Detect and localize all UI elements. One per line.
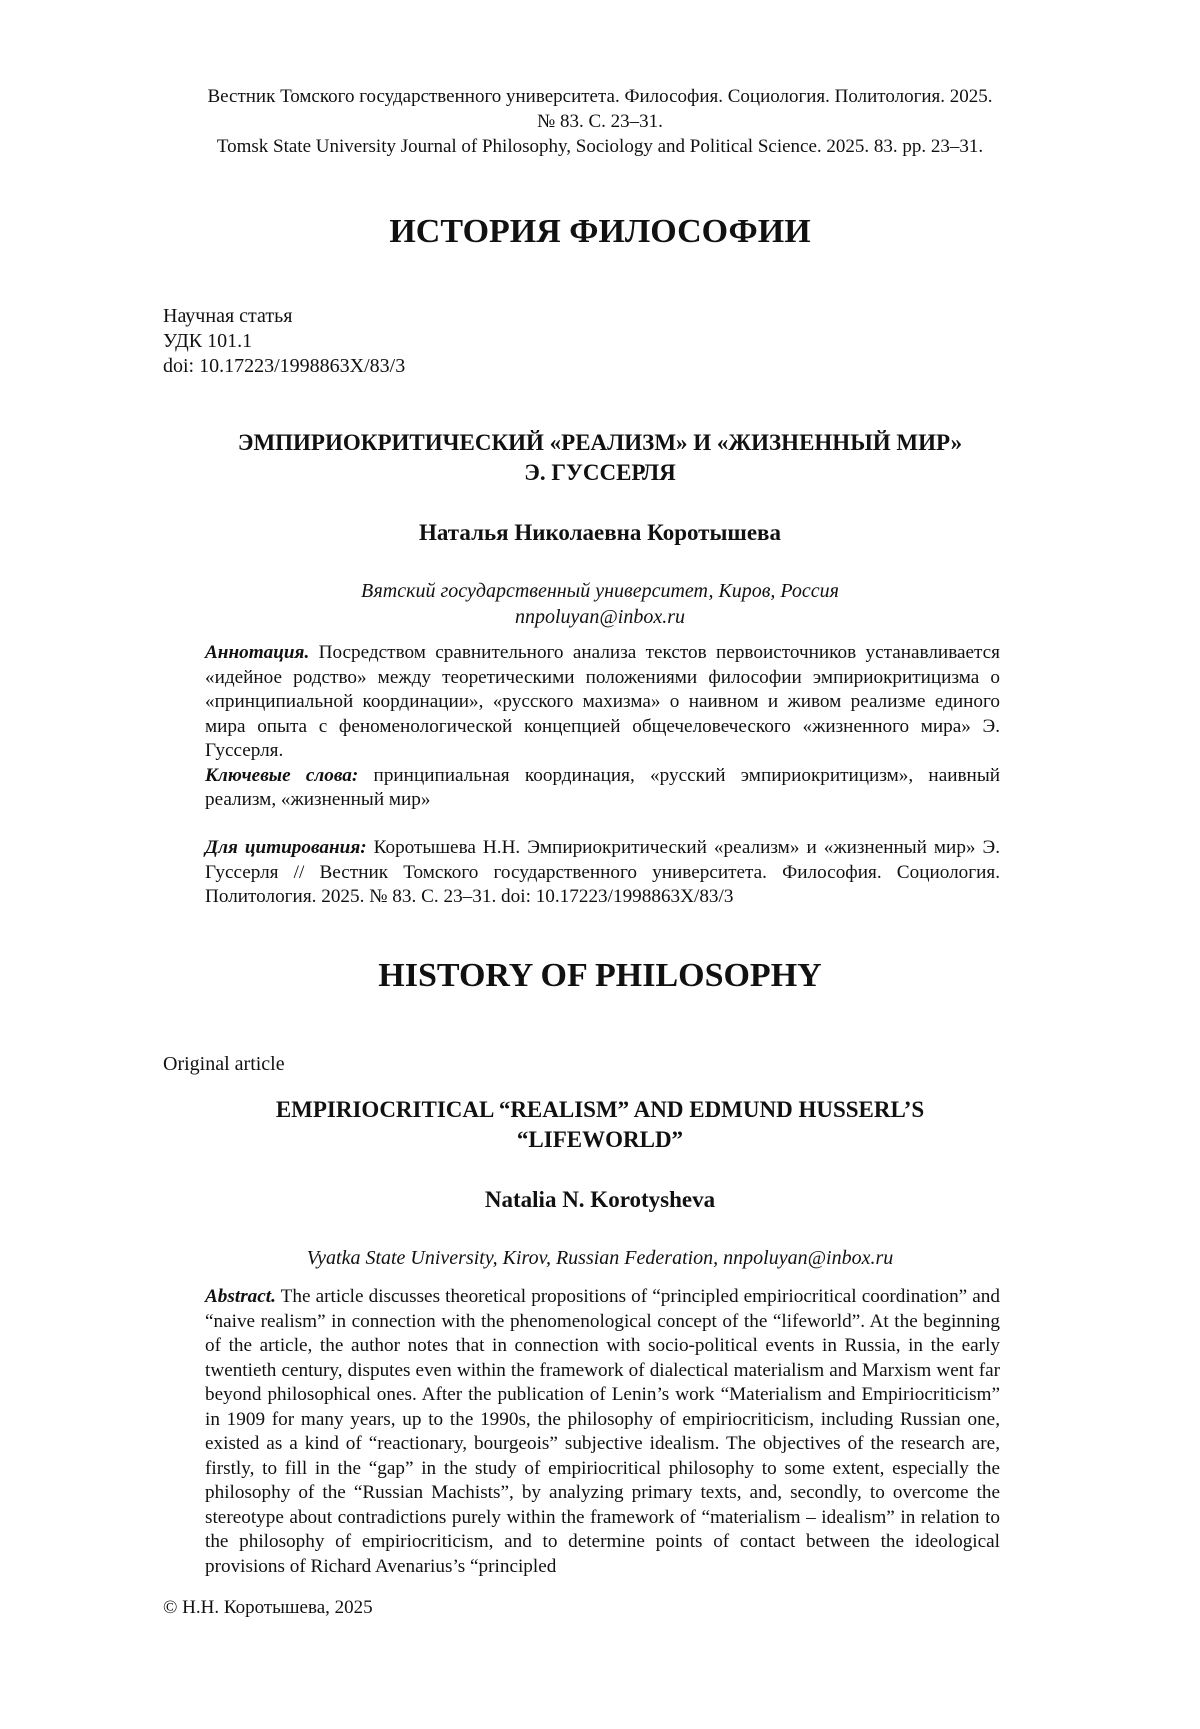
journal-header: [140, 84, 1060, 159]
article-meta-ru: [163, 304, 405, 379]
abstract-ru-text: Посредством сравнительного анализа текстов первоисточников устанавливается «идейное родство» между теоретическими положениями философии эмпириокритицизма о «принципиальной координации», «русского махизма» о наивном и живом реализме единого мира опыта с феноменологической концепцией общечеловеческого «жизненного мира» Э. Гуссерля.: [205, 642, 1000, 761]
journal-header-line-3: Tomsk State University Journal of Philosophy, Sociology and Political Science. 2025. 83. pp. 23–31.: [216, 136, 984, 157]
article-title-en-line-2: “LIFEWORLD”: [516, 1127, 684, 1152]
article-title-ru: [150, 428, 1050, 488]
journal-header-line-1: Вестник Томского государственного университета. Философия. Социология. Политология. 2025.: [207, 86, 993, 107]
doi: doi: 10.17223/1998863X/83/3: [163, 355, 406, 377]
abstract-en-label: Abstract.: [205, 1286, 276, 1307]
citation-ru: [205, 836, 1000, 910]
author-name-en: Natalia N. Korotysheva: [484, 1187, 716, 1212]
affiliation-ru-line: Вятский государственный университет, Киров, Россия: [361, 580, 839, 602]
article-title-en-line-1: EMPIRIOCRITICAL “REALISM” AND EDMUND HUSSERL’S: [275, 1097, 925, 1122]
citation-ru-text: Коротышева Н.Н. Эмпириокритический «реализм» и «жизненный мир» Э. Гуссерля // Вестник Томского государственного университета. Философия. Социология. Политология. 2025. № 83. С. 23–31. doi: 10.17223/1998863X/83/3: [205, 837, 1000, 907]
article-title-ru-line-2: Э. ГУССЕРЛЯ: [524, 460, 676, 485]
section-title-ru: ИСТОРИЯ ФИЛОСОФИИ: [389, 213, 811, 250]
udk: УДК 101.1: [163, 330, 253, 352]
keywords-ru-label: Ключевые слова:: [205, 764, 359, 786]
article-type-en: Original article: [163, 1053, 285, 1075]
section-title-en: HISTORY OF PHILOSOPHY: [378, 957, 822, 994]
article-type-ru: Научная статья: [163, 305, 293, 327]
article-title-ru-line-1: ЭМПИРИОКРИТИЧЕСКИЙ «РЕАЛИЗМ» И «ЖИЗНЕННЫЙ МИР»: [237, 430, 963, 455]
journal-header-line-2: № 83. С. 23–31.: [537, 111, 663, 132]
copyright: © Н.Н. Коротышева, 2025: [163, 1597, 373, 1618]
abstract-en: [205, 1285, 1000, 1579]
abstract-ru: [205, 641, 1000, 813]
keywords-ru-text: принципиальная координация, «русский эмпириокритицизм», наивный реализм, «жизненный мир»: [205, 764, 1000, 810]
author-name-ru: Наталья Николаевна Коротышева: [419, 520, 781, 545]
author-email: nnpoluyan@inbox.ru: [514, 606, 686, 628]
abstract-ru-label: Аннотация.: [205, 642, 310, 663]
citation-ru-label: Для цитирования:: [205, 837, 367, 858]
affiliation-ru: [150, 578, 1050, 630]
article-title-en: [150, 1095, 1050, 1155]
affiliation-en: Vyatka State University, Kirov, Russian Federation, nnpoluyan@inbox.ru: [306, 1247, 894, 1269]
abstract-en-text: The article discusses theoretical propositions of “principled empiriocritical coordination” and “naive realism” in connection with the phenomenological concept of the “lifeworld”. At the beginning of the article, the author notes that in connection with socio-political events in Russia, in the early twentieth century, disputes even within the framework of dialectical materialism and Marxism went far beyond philosophical ones. After the publication of Lenin’s work “Materialism and Empiriocriticism” in 1909 for many years, up to the 1990s, the philosophy of empiriocriticism, including Russian one, existed as a kind of “reactionary, bourgeois” subjective idealism. The objectives of the research are, firstly, to fill in the “gap” in the study of empiriocritical philosophy to some extent, especially the philosophy of the “Russian Machists”, by analyzing primary texts, and, secondly, to overcome the stereotype about contradictions purely within the framework of “materialism – idealism” in relation to the philosophy of empiriocriticism, and to determine points of contact between the ideological provisions of Richard Avenarius’s “principled: [205, 1286, 1000, 1577]
